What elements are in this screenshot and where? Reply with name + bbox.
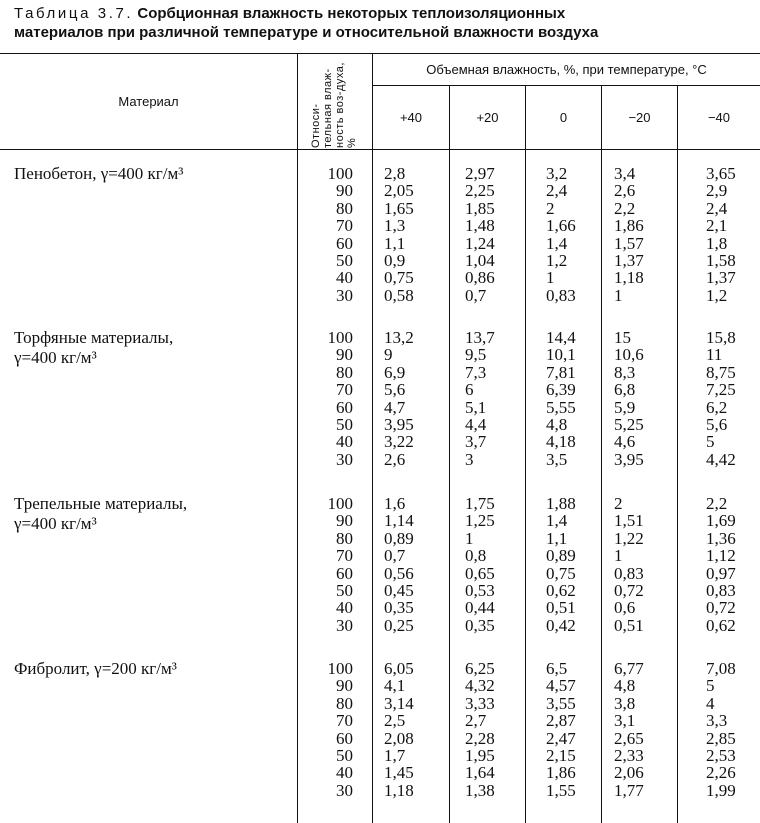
humidity-header (300, 60, 368, 148)
moisture-value: 1,37 (614, 251, 644, 270)
humidity-value: 80 (336, 198, 353, 218)
humidity-value: 30 (336, 780, 353, 800)
moisture-value: 3,2 (546, 164, 568, 183)
moisture-value: 4,1 (384, 676, 406, 696)
moisture-value: 0,62 (546, 581, 576, 600)
moisture-value: 15,8 (706, 328, 736, 347)
moisture-value: 1 (614, 285, 623, 305)
moisture-value: 3,95 (384, 415, 414, 434)
moisture-value: 0,72 (614, 581, 644, 600)
column-rule (677, 85, 678, 823)
moisture-value: 6,8 (614, 380, 636, 400)
humidity-value: 80 (336, 528, 353, 548)
moisture-value: 0,45 (384, 581, 414, 600)
humidity-value: 80 (336, 693, 353, 713)
humidity-value: 70 (336, 546, 353, 566)
moisture-value: 8,75 (706, 362, 736, 382)
humidity-value: 60 (336, 397, 353, 417)
moisture-value: 0,62 (706, 615, 736, 635)
moisture-value: 15 (614, 328, 631, 347)
moisture-value: 0,58 (384, 285, 414, 305)
humidity-value: 100 (327, 494, 353, 513)
moisture-value: 2,97 (465, 164, 495, 183)
moisture-value: 0,89 (384, 528, 414, 548)
moisture-value: 1 (614, 546, 623, 566)
moisture-value: 8,3 (614, 362, 636, 382)
moisture-value: 6,2 (706, 397, 728, 417)
moisture-value: 0,53 (465, 581, 495, 600)
material-name: γ=400 кг/м³ (14, 514, 97, 533)
caption-line-1: Сорбционная влажность некоторых теплоизоляционных (137, 5, 566, 22)
humidity-value: 60 (336, 728, 353, 748)
moisture-value: 4,6 (614, 432, 636, 452)
moisture-value: 2,9 (706, 181, 728, 201)
column-rule (449, 85, 450, 823)
humidity-header-text: Относи-тельная влаж-ность воз-духа, % (310, 62, 358, 148)
humidity-value: 50 (336, 251, 353, 270)
moisture-value: 1,85 (465, 198, 495, 218)
moisture-value: 0,35 (384, 598, 414, 618)
moisture-value: 1,4 (546, 233, 568, 253)
moisture-value: 4,18 (546, 432, 576, 452)
moisture-value: 3,55 (546, 693, 576, 713)
moisture-value: 7,08 (706, 659, 736, 678)
humidity-value: 40 (336, 268, 353, 288)
humidity-value: 90 (336, 181, 353, 201)
moisture-value: 1,57 (614, 233, 644, 253)
humidity-value: 70 (336, 216, 353, 236)
moisture-value: 1,22 (614, 528, 644, 548)
moisture-value: 2,4 (706, 198, 728, 218)
volume-moisture-header: Объемная влажность, %, при температуре, °C (426, 62, 707, 77)
moisture-value: 14,4 (546, 328, 576, 347)
moisture-value: 1,18 (614, 268, 644, 288)
moisture-value: 2 (546, 198, 555, 218)
moisture-value: 1,69 (706, 511, 736, 531)
humidity-value: 30 (336, 615, 353, 635)
moisture-value: 0,83 (614, 563, 644, 583)
moisture-value: 10,6 (614, 345, 644, 365)
humidity-value: 50 (336, 746, 353, 765)
moisture-value: 0,75 (546, 563, 576, 583)
moisture-value: 4,42 (706, 449, 736, 469)
moisture-value: 1,55 (546, 780, 576, 800)
moisture-value: 2,8 (384, 164, 406, 183)
moisture-value: 2,53 (706, 746, 736, 765)
moisture-value: 0,6 (614, 598, 636, 618)
moisture-value: 0,44 (465, 598, 495, 618)
moisture-value: 0,7 (384, 546, 406, 566)
moisture-value: 5,6 (384, 380, 406, 400)
moisture-value: 5,6 (706, 415, 728, 434)
moisture-value: 2,25 (465, 181, 495, 201)
moisture-value: 2,08 (384, 728, 414, 748)
moisture-value: 0,75 (384, 268, 414, 288)
temp-header: −20 (628, 110, 651, 125)
moisture-value: 1,18 (384, 780, 414, 800)
moisture-value: 5,55 (546, 397, 576, 417)
moisture-value: 1,24 (465, 233, 495, 253)
humidity-value: 70 (336, 711, 353, 731)
moisture-value: 1,6 (384, 494, 406, 513)
moisture-value: 2 (614, 494, 623, 513)
moisture-value: 11 (706, 345, 723, 365)
moisture-value: 2,4 (546, 181, 568, 201)
moisture-value: 0,65 (465, 563, 495, 583)
humidity-value: 70 (336, 380, 353, 400)
moisture-value: 7,81 (546, 362, 576, 382)
temp-header: +20 (476, 110, 499, 125)
moisture-value: 6,5 (546, 659, 568, 678)
moisture-value: 5 (706, 676, 715, 696)
moisture-value: 3,7 (465, 432, 487, 452)
temp-header: +40 (399, 110, 423, 125)
humidity-value: 60 (336, 233, 353, 253)
moisture-value: 2,6 (614, 181, 636, 201)
header-bottom-rule (0, 149, 760, 150)
moisture-value: 1,14 (384, 511, 414, 531)
temp-header: 0 (559, 110, 568, 125)
moisture-value: 4,8 (546, 415, 568, 434)
moisture-value: 2,05 (384, 181, 414, 201)
material-name: Пенобетон, γ=400 кг/м³ (14, 164, 184, 183)
material-name: γ=400 кг/м³ (14, 348, 97, 367)
moisture-value: 4,32 (465, 676, 495, 696)
moisture-value: 2,1 (706, 216, 728, 236)
moisture-value: 2,15 (546, 746, 576, 765)
humidity-value: 50 (336, 415, 353, 434)
moisture-value: 7,25 (706, 380, 736, 400)
moisture-value: 3,4 (614, 164, 636, 183)
temp-header: −40 (707, 110, 731, 125)
column-rule (297, 53, 298, 823)
moisture-value: 3,5 (546, 449, 568, 469)
humidity-value: 80 (336, 362, 353, 382)
moisture-value: 6 (465, 380, 474, 400)
moisture-value: 0,89 (546, 546, 576, 566)
material-name: Трепельные материалы, (14, 494, 188, 513)
moisture-value: 0,42 (546, 615, 576, 635)
moisture-value: 2,28 (465, 728, 495, 748)
moisture-value: 3 (465, 449, 474, 469)
moisture-value: 2,47 (546, 728, 576, 748)
moisture-value: 1,1 (384, 233, 406, 253)
moisture-value: 1,86 (614, 216, 644, 236)
moisture-value: 1,2 (706, 285, 728, 305)
moisture-value: 0,56 (384, 563, 414, 583)
column-rule (601, 85, 602, 823)
moisture-value: 2,26 (706, 763, 736, 783)
moisture-value: 5 (706, 432, 715, 452)
material-name: Фибролит, γ=200 кг/м³ (14, 659, 177, 678)
moisture-value: 0,51 (546, 598, 576, 618)
moisture-value: 1,38 (465, 780, 495, 800)
moisture-value: 3,95 (614, 449, 644, 469)
moisture-value: 1,36 (706, 528, 736, 548)
table-caption (14, 4, 754, 42)
moisture-value: 2,7 (465, 711, 487, 731)
moisture-value: 5,9 (614, 397, 636, 417)
moisture-value: 0,83 (706, 581, 736, 600)
moisture-value: 0,9 (384, 251, 406, 270)
moisture-value: 2,85 (706, 728, 736, 748)
moisture-value: 2,65 (614, 728, 644, 748)
humidity-value: 60 (336, 563, 353, 583)
moisture-value: 4,4 (465, 415, 487, 434)
moisture-value: 2,2 (706, 494, 728, 513)
moisture-value: 3,3 (706, 711, 728, 731)
moisture-value: 3,14 (384, 693, 414, 713)
moisture-value: 1,64 (465, 763, 495, 783)
moisture-value: 0,25 (384, 615, 414, 635)
moisture-value: 10,1 (546, 345, 576, 365)
moisture-value: 1,3 (384, 216, 406, 236)
moisture-value: 4 (706, 693, 715, 713)
moisture-value: 3,22 (384, 432, 414, 452)
moisture-value: 5,25 (614, 415, 644, 434)
humidity-value: 30 (336, 285, 353, 305)
moisture-value: 3,65 (706, 164, 736, 183)
column-rule (372, 53, 373, 823)
moisture-value: 1,45 (384, 763, 414, 783)
moisture-value: 1,95 (465, 746, 495, 765)
moisture-value: 0,35 (465, 615, 495, 635)
humidity-value: 30 (336, 449, 353, 469)
moisture-value: 1,4 (546, 511, 568, 531)
humidity-value: 40 (336, 432, 353, 452)
moisture-value: 6,39 (546, 380, 576, 400)
moisture-value: 1,04 (465, 251, 495, 270)
moisture-value: 1,66 (546, 216, 576, 236)
humidity-value: 40 (336, 763, 353, 783)
moisture-value: 6,77 (614, 659, 644, 678)
moisture-value: 1,58 (706, 251, 736, 270)
moisture-value: 1,99 (706, 780, 736, 800)
moisture-value: 2,6 (384, 449, 406, 469)
humidity-value: 90 (336, 676, 353, 696)
moisture-value: 1 (546, 268, 555, 288)
moisture-value: 4,8 (614, 676, 636, 696)
moisture-value: 4,7 (384, 397, 406, 417)
moisture-value: 1,2 (546, 251, 568, 270)
moisture-value: 9 (384, 345, 393, 365)
material-header: Материал (118, 94, 179, 109)
moisture-value: 2,2 (614, 198, 636, 218)
humidity-value: 100 (327, 659, 353, 678)
moisture-value: 3,33 (465, 693, 495, 713)
moisture-value: 1,86 (546, 763, 576, 783)
moisture-value: 0,83 (546, 285, 576, 305)
moisture-value: 0,72 (706, 598, 736, 618)
moisture-value: 3,1 (614, 711, 636, 731)
moisture-value: 0,97 (706, 563, 736, 583)
humidity-value: 90 (336, 511, 353, 531)
moisture-value: 1,75 (465, 494, 495, 513)
moisture-value: 1,48 (465, 216, 495, 236)
moisture-value: 1,1 (546, 528, 568, 548)
moisture-value: 13,7 (465, 328, 495, 347)
caption-line-2: материалов при различной температуре и относительной влажности воздуха (14, 24, 599, 41)
moisture-value: 3,8 (614, 693, 636, 713)
humidity-value: 90 (336, 345, 353, 365)
moisture-value: 6,9 (384, 362, 406, 382)
humidity-value: 40 (336, 598, 353, 618)
humidity-value: 100 (327, 328, 353, 347)
column-rule (525, 85, 526, 823)
material-name: Торфяные материалы, (14, 328, 174, 347)
moisture-value: 1 (465, 528, 474, 548)
moisture-value: 0,86 (465, 268, 495, 288)
moisture-value: 9,5 (465, 345, 487, 365)
caption-lead: Таблица 3.7. (14, 5, 134, 22)
moisture-value: 1,8 (706, 233, 728, 253)
moisture-value: 0,8 (465, 546, 487, 566)
moisture-value: 1,12 (706, 546, 736, 566)
moisture-value: 7,3 (465, 362, 487, 382)
moisture-value: 6,25 (465, 659, 495, 678)
moisture-value: 1,25 (465, 511, 495, 531)
moisture-value: 13,2 (384, 328, 414, 347)
moisture-value: 2,87 (546, 711, 576, 731)
moisture-value: 1,77 (614, 780, 644, 800)
moisture-value: 1,88 (546, 494, 576, 513)
moisture-value: 1,37 (706, 268, 736, 288)
moisture-value: 1,7 (384, 746, 406, 765)
moisture-value: 0,51 (614, 615, 644, 635)
moisture-value: 6,05 (384, 659, 414, 678)
humidity-value: 50 (336, 581, 353, 600)
moisture-value: 2,5 (384, 711, 406, 731)
humidity-value: 100 (327, 164, 353, 183)
moisture-value: 0,7 (465, 285, 487, 305)
moisture-value: 1,51 (614, 511, 644, 531)
moisture-value: 5,1 (465, 397, 487, 417)
moisture-value: 1,65 (384, 198, 414, 218)
moisture-value: 4,57 (546, 676, 576, 696)
moisture-value: 2,06 (614, 763, 644, 783)
moisture-value: 2,33 (614, 746, 644, 765)
